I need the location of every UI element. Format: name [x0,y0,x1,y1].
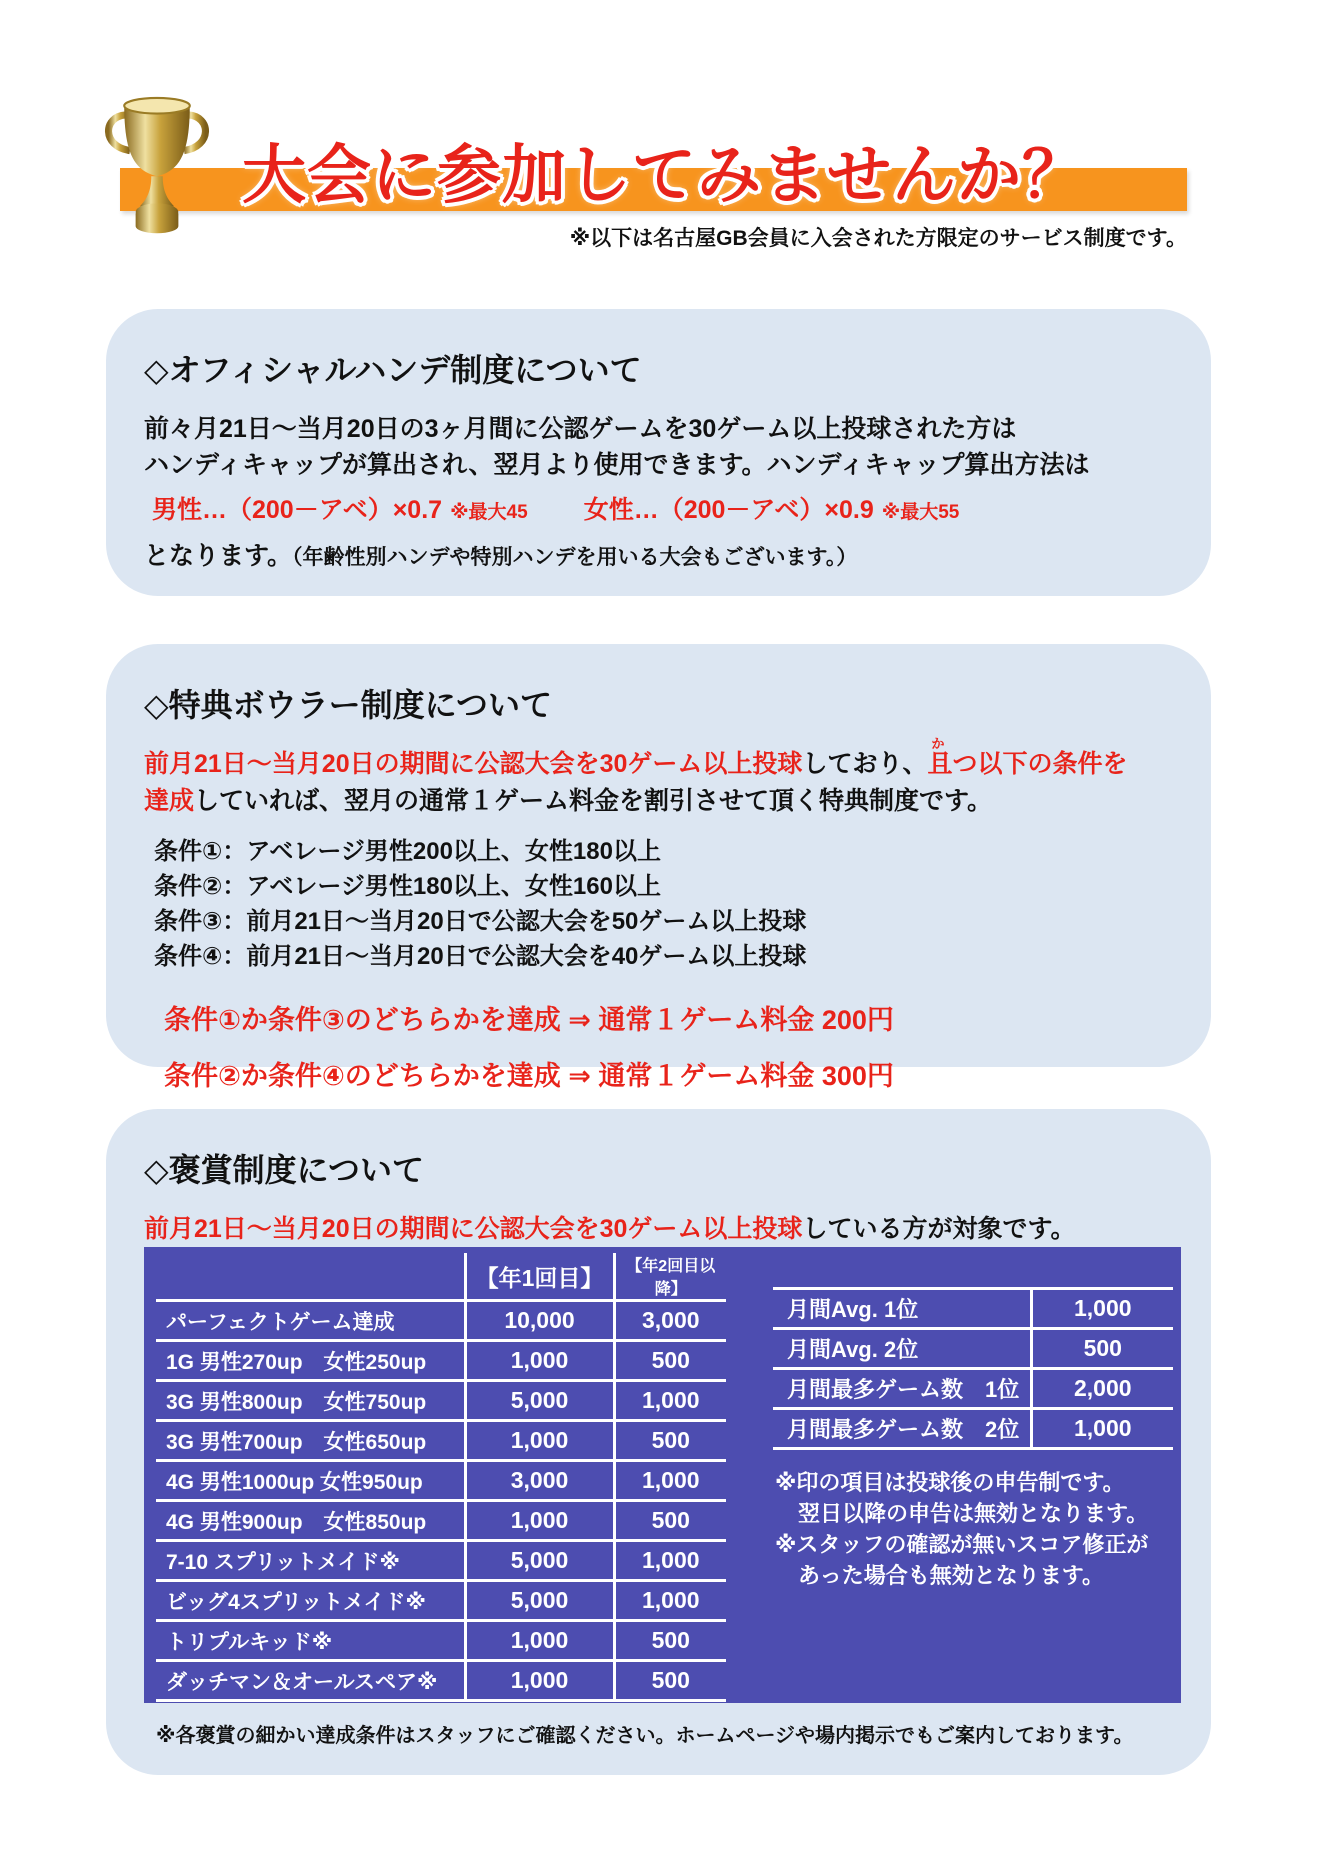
bonus-result-300yen: 条件②か条件④のどちらかを達成 ⇒ 通常１ゲーム料金 300円 [164,1061,894,1091]
reward-intro-red: 前月21日～当月20日の期間に公認大会を30ゲーム以上投球 [144,1215,803,1243]
reward-name-cell: 1G 男性270up 女性250up [156,1341,465,1381]
table-row [156,1541,726,1581]
table-row [156,1381,726,1421]
first-prize-cell: 1,000 [465,1421,614,1461]
table-row [156,1341,726,1381]
monthly-awards-table [773,1287,1173,1450]
table-row [773,1369,1173,1409]
handicap-line3-main: となります。 [144,542,293,570]
reward-panel [144,1247,1181,1703]
reward-name-cell: トリプルキッド※ [156,1621,465,1661]
condition-4: 条件④：前月21日～当月20日で公認大会を40ゲーム以上投球 [154,943,807,970]
katsu-ruby [927,736,953,778]
reward-name-cell: 4G 男性900up 女性850up [156,1501,465,1541]
repeat-prize-cell: 1,000 [614,1381,726,1421]
table-row [156,1501,726,1541]
repeat-prize-cell: 500 [614,1501,726,1541]
katsu-base: 且 [927,750,953,778]
reward-intro [144,1211,1169,1248]
monthly-award-prize-cell: 1,000 [1031,1289,1173,1329]
note-line-2: 翌日以降の申告は無効となります。 [798,1501,1149,1526]
repeat-prize-cell: 500 [614,1661,726,1701]
repeat-prize-cell: 3,000 [614,1301,726,1341]
formula-female: 女性…（200－アベ）×0.9 [583,496,874,524]
table-row [156,1421,726,1461]
bonus-intro-line1 [144,736,1169,783]
reward-header-empty [156,1253,465,1301]
handicap-heading: ◇オフィシャルハンデ制度について [144,352,642,388]
first-prize-cell: 1,000 [465,1341,614,1381]
table-row [773,1329,1173,1369]
condition-3: 条件③：前月21日～当月20日で公認大会を50ゲーム以上投球 [154,908,807,935]
note-line-3: ※スタッフの確認が無いスコア修正が [775,1532,1149,1557]
first-prize-cell: 1,000 [465,1661,614,1701]
table-row [156,1301,726,1341]
bonus-intro-red2: つ以下の条件を [952,750,1128,778]
handicap-line1: 前々月21日～当月20日の3ヶ月間に公認ゲームを30ゲーム以上投球された方は [144,415,1017,443]
repeat-prize-cell: 1,000 [614,1461,726,1501]
reward-bottom-note: ※各褒賞の細かい達成条件はスタッフにご確認ください。ホームページや場内掲示でもご案内しております。 [156,1725,1134,1747]
reward-name-cell: 3G 男性700up 女性650up [156,1421,465,1461]
monthly-award-name-cell: 月間Avg. 1位 [773,1289,1031,1329]
reward-table-header-row [156,1253,726,1301]
reward-name-cell: パーフェクトゲーム達成 [156,1301,465,1341]
table-row [156,1621,726,1661]
formula-male-max-note: ※最大45 [450,502,528,523]
handicap-section-box [106,309,1211,596]
reward-name-cell: 7-10 スプリットメイド※ [156,1541,465,1581]
table-row [156,1581,726,1621]
handicap-formula [152,490,1169,526]
first-prize-cell: 5,000 [465,1581,614,1621]
bonus-section-box [106,644,1211,1091]
repeat-prize-cell: 1,000 [614,1581,726,1621]
page-title: 大会に参加してみませんか？ [242,139,1087,211]
bonus-intro-black1: しており、 [802,750,928,778]
repeat-prize-cell: 500 [614,1421,726,1461]
self-report-notes [775,1467,1148,1591]
bonus-intro-black2: していれば、翌月の通常１ゲーム料金を割引させて頂く特典制度です。 [194,787,993,815]
monthly-award-name-cell: 月間最多ゲーム数 1位 [773,1369,1031,1409]
repeat-prize-cell: 500 [614,1341,726,1381]
members-only-note: ※以下は名古屋GB会員に入会された方限定のサービス制度です。 [569,227,1187,250]
condition-2: 条件②：アベレージ男性180以上、女性160以上 [154,873,661,900]
condition-1: 条件①：アベレージ男性200以上、女性180以上 [154,838,661,865]
reward-section-box [106,1109,1211,1775]
first-prize-cell: 5,000 [465,1381,614,1421]
reward-name-cell: ダッチマン＆オールスペア※ [156,1661,465,1701]
table-row [156,1461,726,1501]
monthly-award-name-cell: 月間Avg. 2位 [773,1329,1031,1369]
bonus-intro-line2 [144,783,1169,820]
reward-header-repeat: 【年2回目以降】 [614,1253,726,1301]
note-line-1: ※印の項目は投球後の申告制です。 [775,1470,1125,1495]
monthly-award-prize-cell: 1,000 [1031,1409,1173,1449]
bonus-intro-red3: 達成 [144,787,195,815]
reward-header-first-time: 【年1回目】 [465,1253,614,1301]
trophy-icon [100,90,214,244]
repeat-prize-cell: 500 [614,1621,726,1661]
reward-name-cell: ビッグ4スプリットメイド※ [156,1581,465,1621]
monthly-award-prize-cell: 500 [1031,1329,1173,1369]
table-row [156,1661,726,1701]
reward-intro-black: している方が対象です。 [802,1215,1076,1243]
handicap-line3 [144,536,1169,572]
reward-table [156,1253,726,1702]
handicap-line2: ハンディキャップが算出され、翌月より使用できます。ハンディキャップ算出方法は [144,451,1090,479]
formula-female-max-note: ※最大55 [881,502,960,523]
first-prize-cell: 1,000 [465,1501,614,1541]
reward-name-cell: 3G 男性800up 女性750up [156,1381,465,1421]
note-line-4: あった場合も無効となります。 [798,1563,1105,1588]
repeat-prize-cell: 1,000 [614,1541,726,1581]
first-prize-cell: 10,000 [465,1301,614,1341]
katsu-furigana: か [931,736,945,751]
monthly-award-prize-cell: 2,000 [1031,1369,1173,1409]
handicap-line3-paren: （年齢性別ハンデや特別ハンデを用いる大会もございます。） [292,546,858,569]
table-row [773,1409,1173,1449]
reward-heading: ◇褒賞制度について [144,1152,424,1188]
first-prize-cell: 1,000 [465,1621,614,1661]
bonus-result-200yen: 条件①か条件③のどちらかを達成 ⇒ 通常１ゲーム料金 200円 [164,1005,894,1035]
monthly-award-name-cell: 月間最多ゲーム数 2位 [773,1409,1031,1449]
first-prize-cell: 5,000 [465,1541,614,1581]
condition-list [154,834,1169,974]
formula-male: 男性…（200－アベ）×0.7 [152,496,443,524]
first-prize-cell: 3,000 [465,1461,614,1501]
reward-name-cell: 4G 男性1000up 女性950up [156,1461,465,1501]
bonus-heading: ◇特典ボウラー制度について [144,687,552,723]
bonus-intro-red1: 前月21日～当月20日の期間に公認大会を30ゲーム以上投球 [144,750,803,778]
table-row [773,1289,1173,1329]
